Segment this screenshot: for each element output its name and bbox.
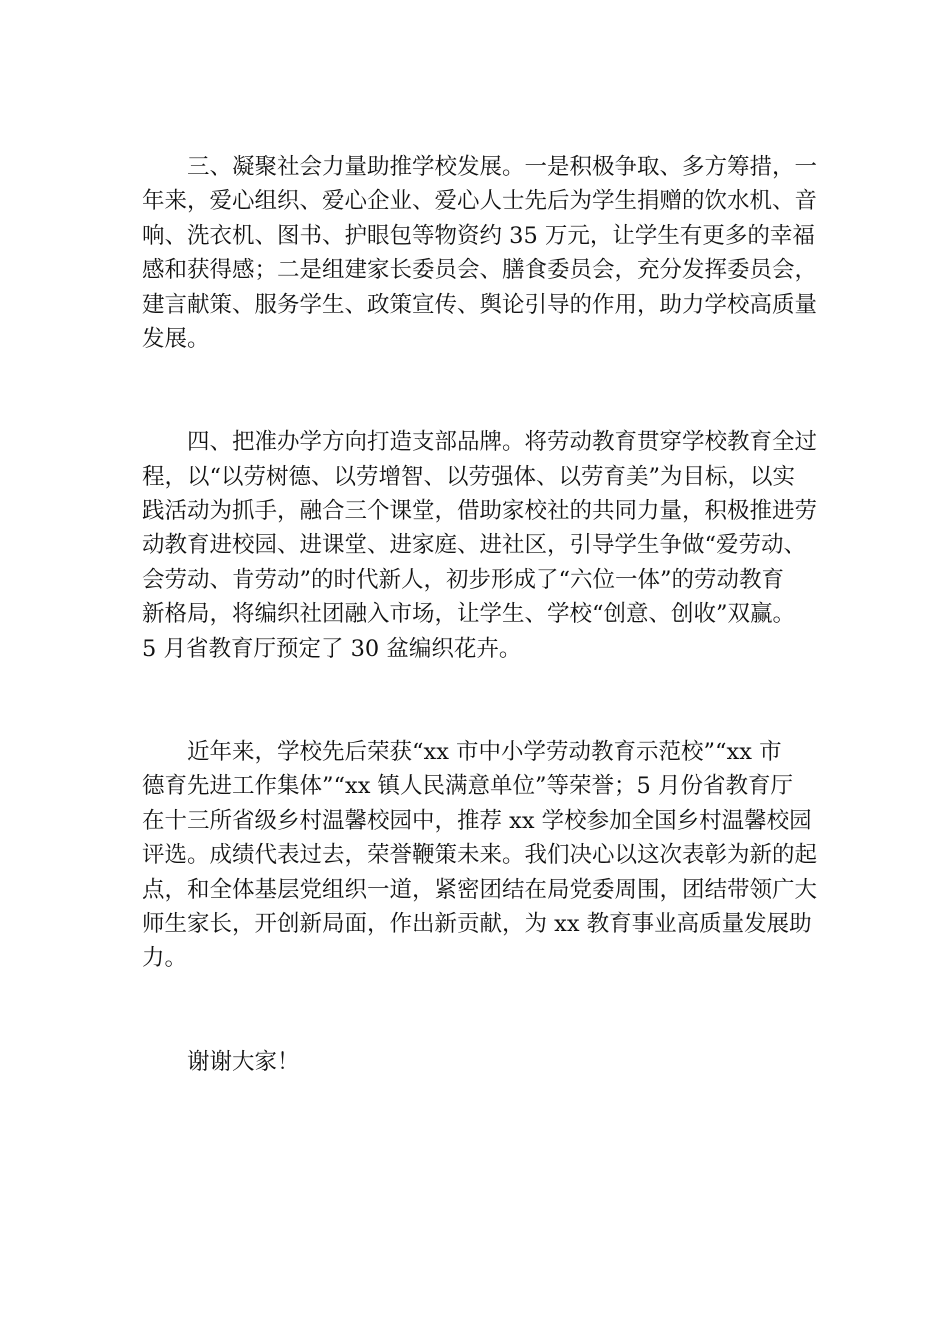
- text-line: 四、把准办学方向打造支部品牌。将劳动教育贯穿学校教育全过: [187, 429, 818, 456]
- paragraph-labor-education: [142, 425, 832, 666]
- text-line: 师生家长，开创新局面，作出新贡献，为 xx 教育事业高质量发展助: [142, 910, 812, 937]
- text-line: 动教育进校园、进课堂、进家庭、进社区，引导学生争做“爱劳动、: [142, 532, 807, 559]
- text-line: 近年来，学校先后荣获“xx 市中小学劳动教育示范校”“xx 市: [187, 738, 782, 765]
- text-line: 三、凝聚社会力量助推学校发展。一是积极争取、多方筹措，一: [187, 154, 818, 180]
- text-line: 评选。成绩代表过去，荣誉鞭策未来。我们决心以这次表彰为新的起: [142, 842, 818, 869]
- text-line: 5 月省教育厅预定了 30 盆编织花卉。: [142, 635, 522, 662]
- text-line: 发展。: [142, 326, 210, 353]
- text-line: 力。: [142, 945, 188, 972]
- text-line: 响、洗衣机、图书、护眼包等物资约 35 万元，让学生有更多的幸福: [142, 222, 815, 249]
- text-line: 建言献策、服务学生、政策宣传、舆论引导的作用，助力学校高质量: [142, 291, 818, 318]
- text-line: 程，以“以劳树德、以劳增智、以劳强体、以劳育美”为目标，以实: [142, 463, 796, 490]
- document-body: [142, 150, 832, 1148]
- closing-text: 谢谢大家！: [187, 1048, 300, 1075]
- paragraph-social-support: [142, 150, 832, 356]
- text-line: 践活动为抓手，融合三个课堂，借助家校社的共同力量，积极推进劳: [142, 498, 818, 525]
- text-line: 会劳动、肯劳动”的时代新人，初步形成了“六位一体”的劳动教育: [142, 566, 785, 593]
- text-line: 年来，爱心组织、爱心企业、爱心人士先后为学生捐赠的饮水机、音: [142, 188, 818, 215]
- text-line: 在十三所省级乡村温馨校园中，推荐 xx 学校参加全国乡村温馨校园: [142, 807, 812, 834]
- paragraph-honors: [142, 735, 832, 976]
- text-line: 感和获得感；二是组建家长委员会、膳食委员会，充分发挥委员会，: [142, 257, 818, 284]
- text-line: 点，和全体基层党组织一道，紧密团结在局党委周围，团结带领广大: [142, 876, 818, 903]
- text-line: 新格局，将编织社团融入市场，让学生、学校“创意、创收”双赢。: [142, 601, 796, 628]
- text-line: 德育先进工作集体”“xx 镇人民满意单位”等荣誉；5 月份省教育厅: [142, 773, 794, 800]
- paragraph-closing: [142, 1045, 832, 1079]
